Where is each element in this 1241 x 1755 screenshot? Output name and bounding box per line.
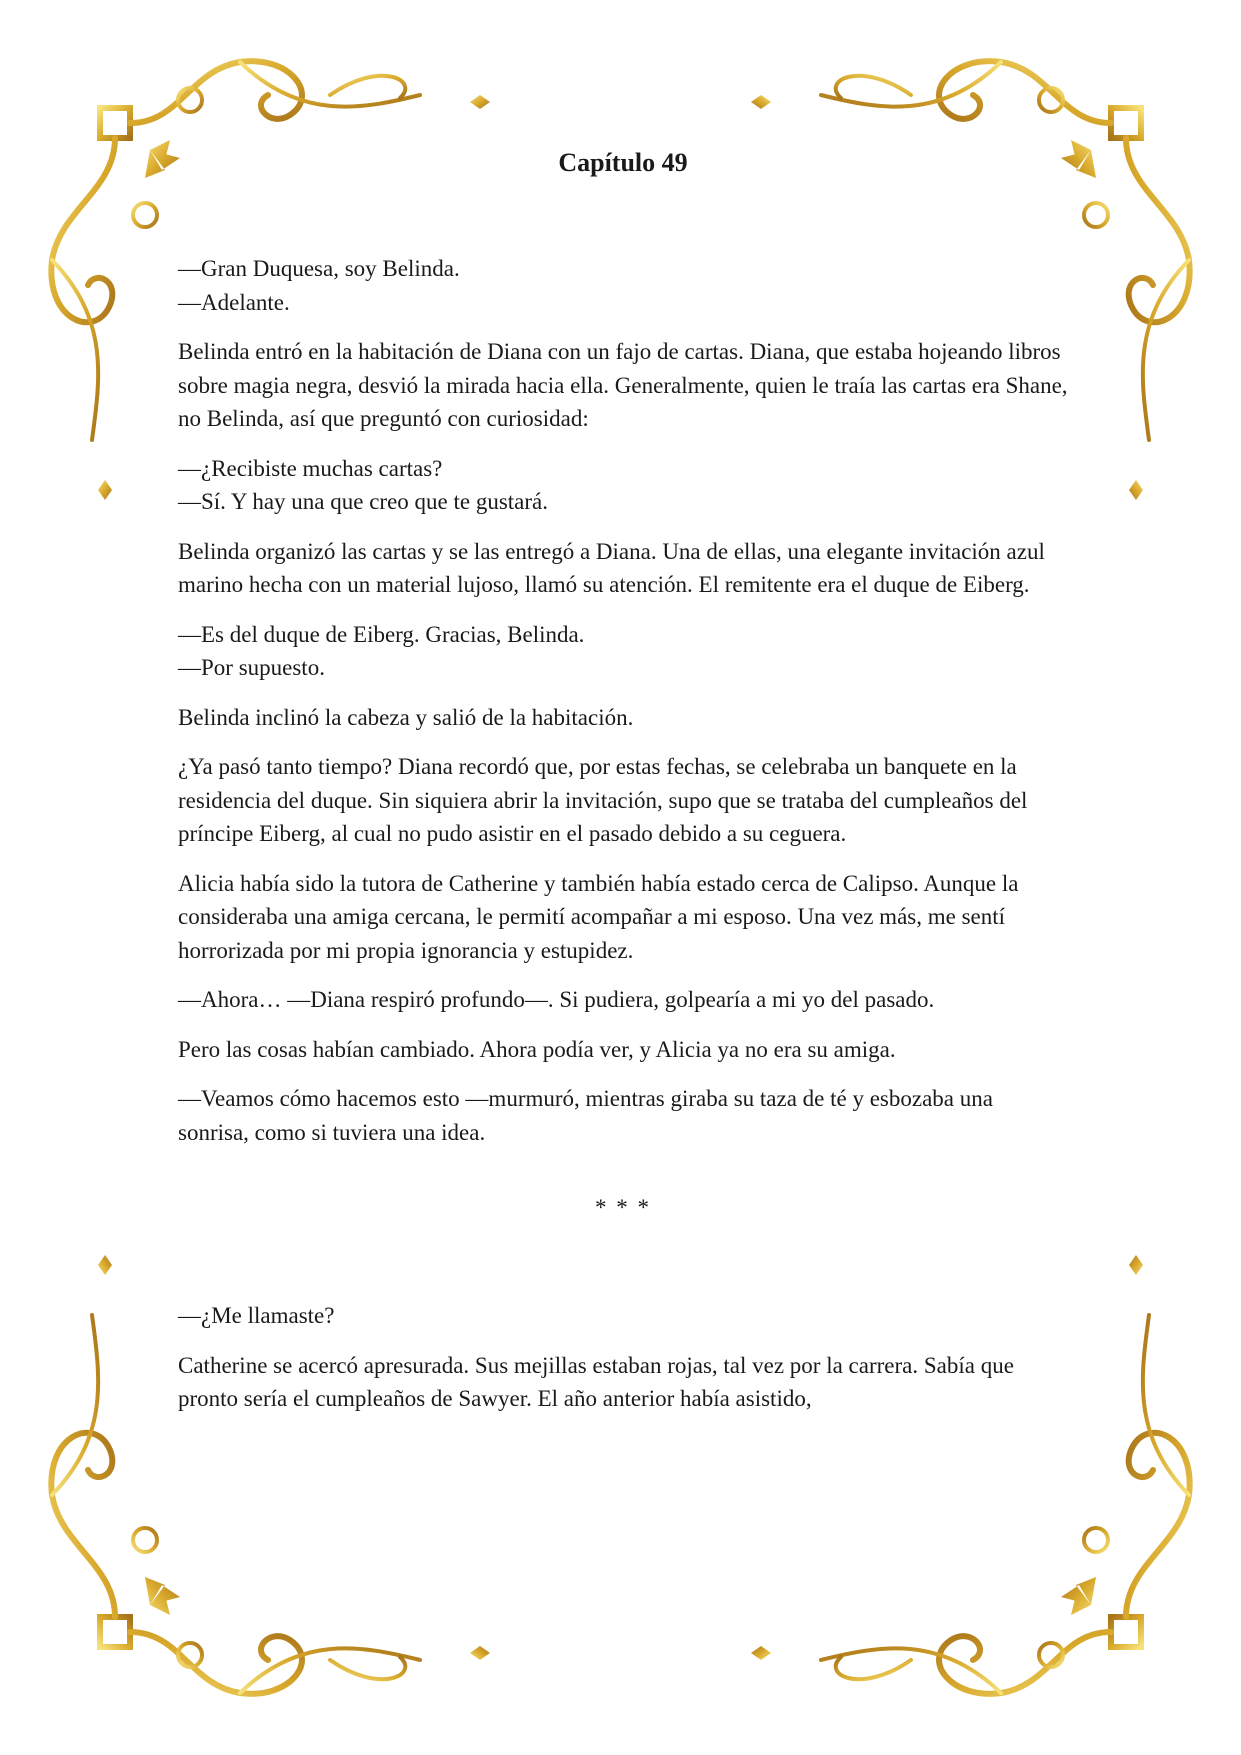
scene-separator: * * *: [595, 1195, 651, 1220]
paragraph: Belinda inclinó la cabeza y salió de la habitación.: [178, 704, 634, 730]
chapter-title: Capítulo 49: [558, 148, 688, 177]
dialogue-pair: [178, 618, 1068, 685]
paragraph: ¿Ya pasó tanto tiempo? Diana recordó que, por estas fechas, se celebraba un banquete en la residencia del duque. Sin siquiera abrir la invitación, supo que se trataba del cumpleaños del príncipe Eiberg, al cual no pudo asistir en el pasado debido a su ceguera.: [178, 754, 1028, 846]
paragraph: Belinda entró en la habitación de Diana con un fajo de cartas. Diana, que estaba hojeando libros sobre magia negra, desvió la mirada hacia ella. Generalmente, quien le traía las cartas era Shane, no Belinda, así que preguntó con curiosidad:: [178, 339, 1068, 431]
dialogue-line: —¿Recibiste muchas cartas?: [178, 455, 443, 481]
dialogue-line: —Gran Duquesa, soy Belinda.: [178, 256, 460, 281]
paragraph: —Ahora… —Diana respiró profundo—. Si pudiera, golpearía a mi yo del pasado.: [178, 987, 935, 1012]
chapter-text: [178, 252, 1068, 1416]
dialogue-pair: [178, 452, 1068, 519]
dialogue-pair: [178, 252, 1068, 319]
paragraph: Catherine se acercó apresurada. Sus mejillas estaban rojas, tal vez por la carrera. Sabía que pronto sería el cumpleaños de Sawyer. El año anterior había asistido,: [178, 1352, 1014, 1411]
paragraph: —Veamos cómo hacemos esto —murmuró, mientras giraba su taza de té y esbozaba una sonrisa, como si tuviera una idea.: [178, 1086, 993, 1145]
dialogue-line: —Por supuesto.: [178, 655, 325, 680]
document-body: [178, 148, 1068, 1432]
paragraph: Belinda organizó las cartas y se las entregó a Diana. Una de ellas, una elegante invitación azul marino hecha con un material lujoso, llamó su atención. El remitente era el duque de Eiberg.: [178, 538, 1045, 597]
dialogue-line: —Adelante.: [178, 289, 290, 315]
paragraph: Pero las cosas habían cambiado. Ahora podía ver, y Alicia ya no era su amiga.: [178, 1036, 896, 1062]
paragraph: Alicia había sido la tutora de Catherine y también había estado cerca de Calipso. Aunque la consideraba una amiga cercana, le permití acompañar a mi esposo. Una vez más, me sentí horrorizada por mi propia ignorancia y estupidez.: [178, 870, 1019, 963]
paragraph: —¿Me llamaste?: [178, 1303, 335, 1328]
dialogue-line: —Es del duque de Eiberg. Gracias, Belinda.: [178, 621, 585, 647]
dialogue-line: —Sí. Y hay una que creo que te gustará.: [178, 489, 549, 514]
